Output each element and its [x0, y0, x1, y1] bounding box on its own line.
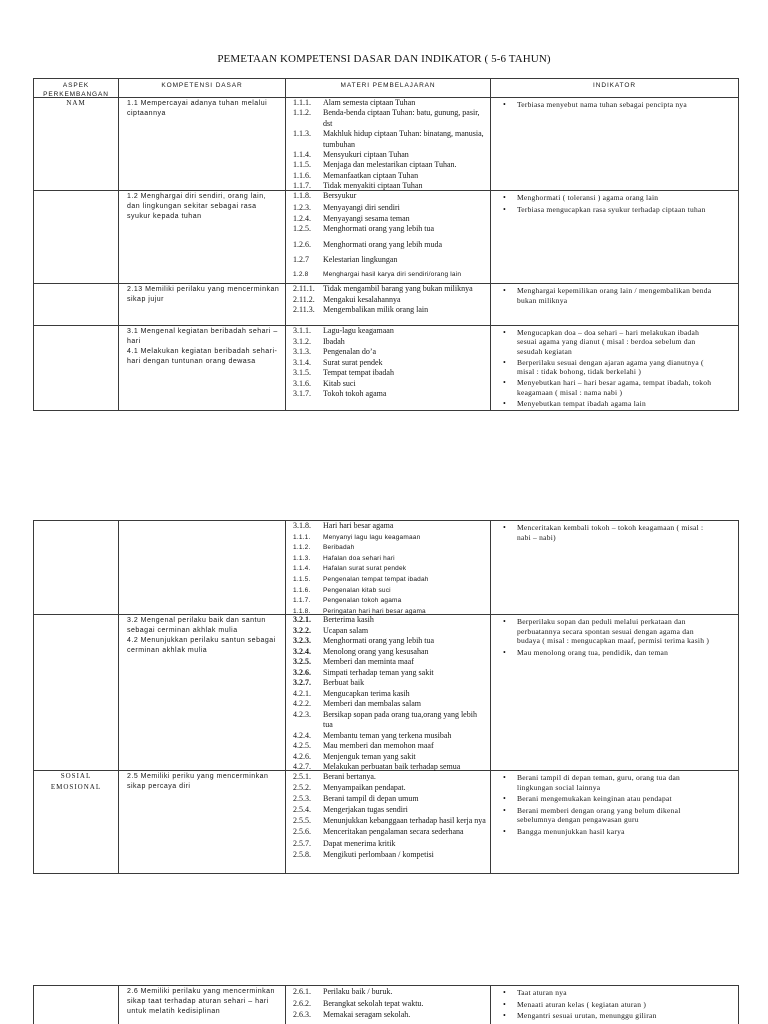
materi-number: 2.6.2.	[293, 998, 311, 1008]
materi-number: 1.1.2.	[293, 544, 311, 552]
materi-number: 1.1.4.	[293, 565, 311, 573]
bullet-icon: •	[503, 826, 507, 836]
materi-item	[293, 150, 486, 160]
materi-text: Menjenguk teman yang sakit	[323, 751, 416, 761]
materi-item	[293, 1009, 486, 1021]
indikator-text: Mau menolong orang tua, pendidik, dan teman	[517, 647, 669, 657]
competency-table-2	[33, 520, 739, 874]
bullet-icon: •	[503, 378, 507, 388]
materi-text: Mengerjakan tugas sendiri	[323, 805, 408, 815]
aspek-label: NAM	[66, 99, 86, 107]
materi-number: 3.2.5.	[293, 657, 311, 666]
materi-item	[293, 838, 486, 849]
materi-number: 3.2.4.	[293, 646, 311, 656]
materi-text: Mensyukuri ciptaan Tuhan	[323, 150, 409, 160]
indikator-text: Mengucapkan doa – doa sehari – hari melakukan ibadah sesuai agama yang dianut ( misal : berdoa sebelum dan sesudah kegiatan	[517, 328, 700, 356]
materi-text: Peringatan hari hari besar agama	[323, 607, 426, 615]
indikator-text: Mengantri sesuai urutan, menunggu giliran	[517, 1011, 657, 1021]
materi-number: 4.2.5.	[293, 741, 311, 750]
competency-table-3	[33, 985, 739, 1024]
materi-number: 1.2.8	[293, 271, 309, 278]
materi-item	[293, 826, 486, 837]
aspek-cell	[34, 986, 119, 1024]
kompetensi-dasar-cell	[119, 326, 286, 411]
materi-number: 3.1.7.	[293, 389, 311, 398]
materi-number: 2.5.1.	[293, 772, 311, 781]
materi-number: 4.2.7.	[293, 762, 311, 771]
bullet-icon: •	[503, 1011, 507, 1021]
materi-number: 1.1.1.	[293, 98, 311, 107]
materi-item	[293, 129, 486, 150]
bullet-icon: •	[503, 617, 507, 626]
table-row	[34, 191, 739, 284]
materi-item	[293, 203, 486, 214]
indikator-item	[491, 648, 712, 658]
materi-number: 3.1.3.	[293, 347, 311, 356]
indikator-cell	[491, 986, 739, 1024]
materi-item	[293, 554, 486, 565]
aspek-label: SOSIAL EMOSIONAL	[50, 772, 102, 791]
materi-text: Lagu-lagu keagamaan	[323, 326, 394, 335]
materi-number: 3.2.1.	[293, 615, 311, 624]
materi-item	[293, 647, 486, 658]
materi-number: 2.5.7.	[293, 838, 311, 848]
materi-item	[293, 689, 486, 700]
materi-number: 1.2.6.	[293, 240, 311, 249]
materi-number: 3.1.6.	[293, 378, 311, 388]
aspek-cell	[34, 615, 119, 771]
materi-item	[293, 657, 486, 668]
materi-item	[293, 804, 486, 815]
indikator-text: Menceritakan kembali tokoh – tokoh keagamaan ( misal : nabi – nabi)	[517, 523, 704, 542]
materi-cell	[286, 284, 491, 326]
indikator-list	[491, 100, 712, 110]
materi-number: 1.2.4.	[293, 213, 311, 223]
bullet-icon: •	[503, 999, 507, 1009]
header-aspek: ASPEK PERKEMBANGAN	[34, 79, 119, 98]
indikator-item	[491, 827, 712, 837]
materi-number: 1.1.7.	[293, 597, 311, 605]
materi-text: Tokoh tokoh agama	[323, 389, 387, 398]
bullet-icon: •	[503, 286, 507, 295]
materi-item	[293, 710, 486, 731]
materi-item	[293, 533, 486, 544]
materi-number: 1.1.5.	[293, 575, 311, 583]
materi-item	[293, 731, 486, 742]
materi-text: Ucapan salam	[323, 625, 369, 635]
aspek-cell	[34, 284, 119, 326]
materi-item	[293, 347, 486, 358]
materi-number: 4.2.1.	[293, 688, 311, 698]
kompetensi-dasar: 4.2 Menunjukkan perilaku santun sebagai cerminan akhlak mulia	[127, 637, 276, 654]
materi-item	[293, 160, 486, 170]
indikator-list	[491, 286, 712, 305]
materi-text: Kitab suci	[323, 378, 356, 388]
kompetensi-dasar-cell	[119, 615, 286, 771]
materi-number: 1.1.7.	[293, 181, 311, 191]
materi-text: Menghormati orang yang lebih tua	[323, 636, 435, 645]
indikator-item	[491, 286, 712, 305]
materi-text: Mengucapkan terima kasih	[323, 688, 410, 698]
materi-text: Benda-benda ciptaan Tuhan: batu, gunung, pasir, dst	[323, 108, 480, 128]
materi-cell	[286, 521, 491, 615]
materi-number: 1.1.1.	[293, 533, 311, 541]
materi-text: Mau memberi dan memohon maaf	[323, 741, 434, 750]
materi-item	[293, 240, 486, 251]
table-row	[34, 284, 739, 326]
materi-cell	[286, 326, 491, 411]
indikator-item	[491, 1000, 712, 1010]
indikator-cell	[491, 284, 739, 326]
materi-number: 3.2.7.	[293, 678, 311, 687]
materi-text: Bersikap sopan pada orang tua,orang yang lebih tua	[323, 709, 477, 729]
materi-text: Beribadah	[323, 544, 355, 552]
materi-text: Menunjukkan kebanggaan terhadap hasil kerja nya	[323, 816, 486, 826]
materi-cell	[286, 615, 491, 771]
indikator-item	[491, 328, 712, 356]
materi-item	[293, 849, 486, 860]
kompetensi-dasar: 4.1 Melakukan kegiatan beribadah sehari-hari dengan tuntunan orang dewasa	[127, 348, 278, 365]
materi-text: Tidak mengambil barang yang bukan miliknya	[323, 284, 473, 293]
materi-item	[293, 543, 486, 554]
header-indikator: INDIKATOR	[491, 79, 739, 98]
materi-item	[293, 668, 486, 679]
bullet-icon: •	[503, 100, 507, 109]
materi-item	[293, 986, 486, 998]
materi-item	[293, 389, 486, 400]
materi-text: Memakai seragam sekolah.	[323, 1010, 411, 1019]
kompetensi-dasar-cell	[119, 284, 286, 326]
indikator-text: Bangga menunjukkan hasil karya	[517, 826, 625, 836]
materi-item	[293, 368, 486, 379]
materi-item	[293, 326, 486, 337]
materi-item	[293, 224, 486, 235]
materi-number: 1.1.3.	[293, 554, 311, 562]
indikator-list	[491, 193, 712, 214]
materi-number: 1.1.6.	[293, 586, 311, 594]
materi-number: 1.2.5.	[293, 224, 311, 233]
indikator-list	[491, 988, 712, 1021]
kompetensi-dasar-cell	[119, 986, 286, 1024]
materi-number: 3.1.2.	[293, 336, 311, 346]
indikator-text: Menghormati ( toleransi ) agama orang lain	[517, 193, 659, 202]
materi-number: 1.1.8.	[293, 607, 311, 615]
materi-item	[293, 379, 486, 390]
indikator-item	[491, 988, 712, 998]
materi-text: Kelestarian lingkungan	[323, 255, 398, 264]
kompetensi-dasar: 3.2 Mengenal perilaku baik dan santun sebagai cerminan akhlak mulia	[127, 617, 266, 634]
table-row	[34, 771, 739, 874]
indikator-item	[491, 806, 712, 825]
indikator-text: Taat aturan nya	[517, 988, 567, 997]
materi-item	[293, 358, 486, 369]
materi-text: Ibadah	[323, 336, 345, 346]
indikator-cell	[491, 521, 739, 615]
kompetensi-dasar: 2.5 Memiliki periku yang mencerminkan sikap percaya diri	[127, 773, 269, 790]
materi-number: 3.2.2.	[293, 625, 311, 635]
indikator-text: Berperilaku sopan dan peduli melalui perkataan dan perbuatannya secara spontan sesuai dengan agama dan budaya ( misal : mengucapkan maaf, permisi terima kasih )	[517, 617, 710, 646]
kompetensi-dasar: 1.1 Mempercayai adanya tuhan melalui ciptaannya	[127, 100, 268, 117]
aspek-cell	[34, 191, 119, 284]
materi-number: 1.1.5.	[293, 160, 311, 170]
materi-text: Menyanyi lagu lagu keagamaan	[323, 533, 421, 541]
materi-text: Memberi dan membalas salam	[323, 699, 421, 708]
indikator-text: Menyebutkan hari – hari besar agama, tempat ibadah, tokoh keagamaan ( misal : nama nabi )	[517, 378, 712, 397]
materi-text: Menjaga dan melestarikan ciptaan Tuhan.	[323, 160, 457, 170]
materi-text: Hafalan doa sehari hari	[323, 554, 395, 562]
kompetensi-dasar: 1.2 Menghargai diri sendiri, orang lain, dan lingkungan sekitar sebagai rasa syukur kepada tuhan	[127, 193, 267, 220]
document-title: PEMETAAN KOMPETENSI DASAR DAN INDIKATOR ( 5-6 TAHUN)	[217, 53, 551, 65]
indikator-item	[491, 100, 712, 110]
materi-number: 2.11.2.	[293, 294, 315, 304]
materi-item	[293, 626, 486, 637]
materi-number: 4.2.6.	[293, 751, 311, 761]
materi-number: 1.2.3.	[293, 202, 311, 212]
bullet-icon: •	[503, 193, 507, 202]
kompetensi-dasar: 3.1 Mengenal kegiatan beribadah sehari – hari	[127, 328, 278, 345]
materi-text: Mengakui kesalahannya	[323, 294, 401, 304]
materi-number: 1.1.2.	[293, 108, 311, 118]
competency-table-1	[33, 78, 739, 411]
bullet-icon: •	[503, 399, 507, 409]
materi-item	[293, 741, 486, 752]
materi-text: Berani bertanya.	[323, 772, 376, 781]
indikator-list	[491, 773, 712, 837]
materi-item	[293, 214, 486, 225]
materi-item	[293, 586, 486, 597]
indikator-text: Berperilaku sesuai dengan ajaran agama yang dianutnya ( misal : tidak bohong, tidak berkelahi )	[517, 357, 704, 377]
materi-item	[293, 793, 486, 804]
materi-item	[293, 255, 486, 266]
materi-text: Menghargai hasil karya diri sendiri/orang lain	[323, 271, 462, 278]
materi-item	[293, 596, 486, 607]
indikator-item	[491, 378, 712, 397]
bullet-icon: •	[503, 647, 507, 657]
materi-text: Membantu teman yang terkena musibah	[323, 730, 452, 740]
header-materi: MATERI PEMBELAJARAN	[286, 79, 491, 98]
materi-cell	[286, 986, 491, 1024]
indikator-item	[491, 794, 712, 804]
materi-number: 2.5.2.	[293, 783, 311, 793]
materi-text: Mengikuti perlombaan / kompetisi	[323, 849, 434, 859]
materi-text: Pengenalan tokoh agama	[323, 597, 402, 605]
table-row	[34, 986, 739, 1024]
bullet-icon: •	[503, 805, 507, 815]
materi-text: Pengenalan kitab suci	[323, 586, 391, 594]
materi-text: Menyayangi diri sendiri	[323, 202, 400, 212]
indikator-cell	[491, 615, 739, 771]
materi-number: 4.2.2.	[293, 699, 311, 708]
table-row	[34, 98, 739, 191]
header-kd: KOMPETENSI DASAR	[119, 79, 286, 98]
materi-number: 2.5.8.	[293, 849, 311, 859]
materi-number: 3.2.3.	[293, 636, 311, 645]
bullet-icon: •	[503, 204, 507, 214]
materi-text: Melakukan perbuatan baik terhadap semua	[323, 762, 461, 771]
materi-text: Pengenalan do’a	[323, 347, 377, 356]
materi-text: Menyayangi sesama teman	[323, 213, 410, 223]
materi-text: Tidak menyakiti ciptaan Tuhan	[323, 181, 423, 191]
table-row	[34, 521, 739, 615]
materi-item	[293, 270, 486, 281]
materi-number: 3.1.1.	[293, 326, 311, 335]
indikator-cell	[491, 326, 739, 411]
kompetensi-dasar-cell	[119, 98, 286, 191]
materi-number: 2.11.1.	[293, 284, 315, 293]
kompetensi-dasar-cell	[119, 771, 286, 874]
materi-text: Berangkat sekolah tepat waktu.	[323, 998, 424, 1008]
indikator-item	[491, 1011, 712, 1021]
indikator-list	[491, 328, 712, 408]
materi-item	[293, 337, 486, 348]
materi-number: 3.1.8.	[293, 521, 311, 530]
indikator-item	[491, 358, 712, 377]
bullet-icon: •	[503, 988, 507, 997]
indikator-cell	[491, 191, 739, 284]
materi-text: Dapat menerima kritik	[323, 838, 396, 848]
table-header-row	[34, 79, 739, 98]
indikator-text: Berani memberi dengan orang yang belum dikenal sebelumnya dengan pengawasan guru	[517, 805, 681, 825]
materi-cell	[286, 98, 491, 191]
materi-text: Simpati terhadap teman yang sakit	[323, 667, 434, 677]
indikator-list	[491, 523, 712, 542]
materi-item	[293, 771, 486, 782]
materi-text: Berterima kasih	[323, 615, 374, 624]
indikator-text: Berani tampil di depan teman, guru, orang tua dan lingkungan social lainnya	[517, 773, 681, 792]
materi-number: 2.6.3.	[293, 1010, 311, 1019]
indikator-item	[491, 617, 712, 646]
bullet-icon: •	[503, 794, 507, 804]
materi-number: 1.2.7	[293, 255, 309, 264]
aspek-cell	[34, 98, 119, 191]
materi-number: 3.2.6.	[293, 667, 311, 677]
indikator-text: Terbiasa menyebut nama tuhan sebagai pencipta nya	[517, 100, 687, 109]
kompetensi-dasar: 2.6 Memiliki perilaku yang mencerminkan sikap taat terhadap aturan sehari – hari untuk melatih kedisiplinan	[127, 988, 275, 1015]
materi-number: 4.2.3.	[293, 709, 311, 719]
indikator-text: Terbiasa mengucapkan rasa syukur terhadap ciptaan tuhan	[517, 204, 706, 214]
materi-item	[293, 678, 486, 689]
materi-item	[293, 305, 486, 316]
materi-cell	[286, 771, 491, 874]
materi-item	[293, 284, 486, 295]
materi-text: Bersyukur	[323, 191, 357, 200]
materi-item	[293, 998, 486, 1010]
materi-item	[293, 191, 486, 202]
indikator-text: Menyebutkan tempat ibadah agama lain	[517, 399, 646, 409]
materi-text: Memanfaatkan ciptaan Tuhan	[323, 170, 419, 180]
materi-text: Menceritakan pengalaman secara sederhana	[323, 827, 464, 837]
indikator-text: Berani mengemukakan keinginan atau pendapat	[517, 794, 672, 804]
materi-text: Surat surat pendek	[323, 357, 383, 367]
bullet-icon: •	[503, 773, 507, 782]
materi-text: Hari hari besar agama	[323, 521, 394, 530]
materi-number: 4.2.4.	[293, 730, 311, 740]
indikator-item	[491, 193, 712, 203]
materi-number: 1.1.4.	[293, 150, 311, 160]
materi-text: Berbuat baik	[323, 678, 365, 687]
table-row	[34, 615, 739, 771]
materi-text: Menghormati orang yang lebih muda	[323, 240, 443, 249]
materi-item	[293, 295, 486, 306]
materi-item	[293, 615, 486, 626]
materi-text: Makhluk hidup ciptaan Tuhan: binatang, manusia, tumbuhan	[323, 129, 484, 149]
materi-number: 1.1.6.	[293, 170, 311, 180]
table-row	[34, 326, 739, 411]
materi-text: Menghormati orang yang lebih tua	[323, 224, 435, 233]
indikator-item	[491, 399, 712, 408]
materi-text: Menolong orang yang kesusahan	[323, 646, 429, 656]
materi-item	[293, 699, 486, 710]
materi-text: Alam semesta ciptaan Tuhan	[323, 98, 416, 107]
kompetensi-dasar-cell	[119, 191, 286, 284]
aspek-cell	[34, 521, 119, 615]
materi-item	[293, 108, 486, 129]
materi-number: 1.1.3.	[293, 129, 311, 139]
materi-item	[293, 752, 486, 763]
indikator-list	[491, 617, 712, 657]
materi-text: Memberi dan meminta maaf	[323, 657, 414, 666]
indikator-text: Menghargai kepemilikan orang lain / mengembalikan benda bukan miliknya	[517, 286, 712, 305]
indikator-cell	[491, 98, 739, 191]
materi-number: 1.1.8.	[293, 191, 311, 200]
materi-number: 3.1.5.	[293, 368, 311, 377]
materi-text: Hafalan surat surat pendek	[323, 565, 407, 573]
materi-text: Perilaku baik / buruk.	[323, 987, 393, 996]
materi-number: 2.5.5.	[293, 816, 311, 826]
kompetensi-dasar-cell	[119, 521, 286, 615]
materi-number: 2.6.1.	[293, 987, 311, 996]
materi-item	[293, 171, 486, 181]
materi-item	[293, 98, 486, 108]
materi-text: Menyampaikan pendapat.	[323, 783, 406, 793]
materi-number: 2.5.3.	[293, 794, 311, 804]
materi-text: Tempat tempat ibadah	[323, 368, 394, 377]
bullet-icon: •	[503, 523, 507, 532]
bullet-icon: •	[503, 357, 507, 367]
indikator-item	[491, 205, 712, 215]
kompetensi-dasar: 2.13 Memiliki perilaku yang mencerminkan sikap jujur	[127, 286, 280, 303]
materi-item	[293, 521, 486, 532]
materi-number: 2.5.6.	[293, 827, 311, 837]
materi-cell	[286, 191, 491, 284]
materi-number: 2.11.3.	[293, 305, 315, 315]
indikator-cell	[491, 771, 739, 874]
materi-text: Berani tampil di depan umum	[323, 794, 419, 804]
bullet-icon: •	[503, 328, 507, 337]
aspek-cell	[34, 326, 119, 411]
materi-item	[293, 815, 486, 826]
indikator-text: Menaati aturan kelas ( kegiatan aturan )	[517, 999, 647, 1009]
aspek-cell	[34, 771, 119, 874]
materi-item	[293, 782, 486, 793]
materi-text: Pengenalan tempat tempat ibadah	[323, 575, 429, 583]
materi-item	[293, 575, 486, 586]
materi-number: 3.1.4.	[293, 357, 311, 367]
indikator-item	[491, 523, 712, 542]
materi-item	[293, 636, 486, 647]
materi-number: 2.5.4.	[293, 805, 311, 815]
materi-text: Mengembalikan milik orang lain	[323, 305, 429, 315]
indikator-item	[491, 773, 712, 792]
materi-item	[293, 564, 486, 575]
